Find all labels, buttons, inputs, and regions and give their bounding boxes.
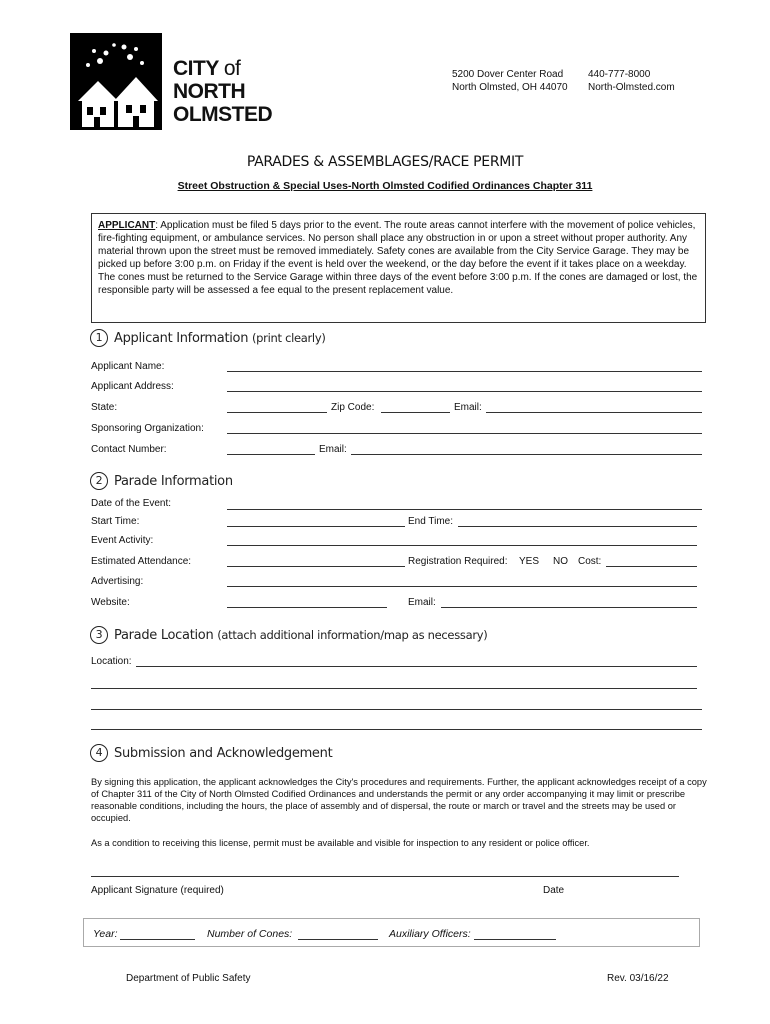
auxiliary-officers-field[interactable] bbox=[474, 939, 556, 940]
email-field[interactable] bbox=[486, 412, 702, 413]
section-parade-location bbox=[90, 626, 487, 644]
section-heading: Submission and Acknowledgement bbox=[114, 746, 333, 761]
logo-of: of bbox=[223, 57, 241, 80]
location-field-line-1[interactable] bbox=[136, 666, 697, 667]
department-footer: Department of Public Safety bbox=[126, 973, 251, 984]
location-field-line-2[interactable] bbox=[91, 688, 697, 689]
event-date-field[interactable] bbox=[227, 509, 702, 510]
event-date-label: Date of the Event: bbox=[91, 498, 172, 509]
address-line-2: North Olmsted, OH 44070 bbox=[452, 82, 568, 93]
phone-number: 440-777-8000 bbox=[588, 69, 651, 80]
section-number: 3 bbox=[90, 626, 108, 644]
auxiliary-officers-label: Auxiliary Officers: bbox=[389, 928, 471, 940]
estimated-attendance-label: Estimated Attendance: bbox=[91, 556, 192, 567]
email-label: Email: bbox=[454, 402, 482, 413]
zip-code-field[interactable] bbox=[381, 412, 450, 413]
acknowledgement-paragraph: By signing this application, the applicant acknowledges the City's procedures and requirements. Further, the applicant acknowledges receipt of a copy of Chapter 311 of the City of North Olmsted Codified Ordinances and understands the permit or any order accompanying it may limit or prescribe reasonable conditions, including the hours, the place of assembly and of dispersal, the route or march or travel and the streets may be used or occupied. bbox=[91, 777, 707, 823]
cones-label: Number of Cones: bbox=[207, 928, 293, 940]
registration-no-option[interactable]: NO bbox=[553, 556, 568, 567]
parade-email-field[interactable] bbox=[441, 607, 697, 608]
section-note: (attach additional information/map as necessary) bbox=[217, 628, 488, 642]
section-heading: Parade Information bbox=[114, 474, 233, 489]
start-time-label: Start Time: bbox=[91, 516, 140, 527]
city-name-logo bbox=[173, 57, 272, 126]
section-parade-information bbox=[90, 472, 233, 490]
section-applicant-information bbox=[90, 329, 326, 347]
location-field-line-3[interactable] bbox=[91, 709, 702, 710]
form-subtitle: Street Obstruction & Special Uses-North Olmsted Codified Ordinances Chapter 311 bbox=[177, 180, 593, 192]
contact-email-field[interactable] bbox=[351, 454, 702, 455]
estimated-attendance-field[interactable] bbox=[227, 566, 405, 567]
signature-field[interactable] bbox=[91, 876, 679, 877]
contact-number-field[interactable] bbox=[227, 454, 315, 455]
applicant-address-field[interactable] bbox=[227, 391, 702, 392]
end-time-label: End Time: bbox=[408, 516, 454, 527]
houses-trees-icon bbox=[70, 33, 162, 130]
state-label: State: bbox=[91, 402, 118, 413]
contact-email-label: Email: bbox=[319, 444, 347, 455]
parade-email-label: Email: bbox=[408, 597, 436, 608]
section-heading: Applicant Information bbox=[114, 331, 249, 346]
signature-label: Applicant Signature (required) bbox=[91, 885, 224, 896]
zip-code-label: Zip Code: bbox=[331, 402, 375, 413]
revision-footer: Rev. 03/16/22 bbox=[607, 973, 669, 984]
cost-field[interactable] bbox=[606, 566, 697, 567]
notice-body: : Application must be filed 5 days prior to the event. The route areas cannot interfere with the movement of police vehicles, fire-fighting equipment, or ambulance services. No person shall place any obstruction in or upon a street without proper authority. Any material thrown upon the street must be removed immediately. Safety cones are available from the City Service Garage. They may be picked up before 3:00 p.m. on Friday if the event is held over the weekend, or the day before the event if it takes place on a weekday. The cones must be returned to the Service Garage within three days of the event before 3:00 p.m. If the cones are damaged or lost, the responsible party will be assessed a fee equal to the present replacement value. bbox=[98, 220, 698, 297]
applicant-notice bbox=[91, 213, 706, 323]
website-field[interactable] bbox=[227, 607, 387, 608]
location-field-line-4[interactable] bbox=[91, 729, 702, 730]
license-condition-paragraph: As a condition to receiving this license, permit must be available and visible for inspection to any resident or police officer. bbox=[91, 838, 590, 848]
applicant-name-label: Applicant Name: bbox=[91, 361, 165, 372]
end-time-field[interactable] bbox=[458, 526, 697, 527]
event-activity-field[interactable] bbox=[227, 545, 697, 546]
section-submission-acknowledgement bbox=[90, 744, 332, 762]
website-label: Website: bbox=[91, 597, 130, 608]
sponsoring-organization-label: Sponsoring Organization: bbox=[91, 423, 204, 434]
advertising-field[interactable] bbox=[227, 586, 697, 587]
section-number: 2 bbox=[90, 472, 108, 490]
section-note: (print clearly) bbox=[252, 331, 326, 345]
city-logo bbox=[70, 33, 162, 130]
location-label: Location: bbox=[91, 656, 132, 667]
form-title: PARADES & ASSEMBLAGES/RACE PERMIT bbox=[246, 154, 524, 170]
logo-olmsted: OLMSTED bbox=[173, 103, 273, 126]
website-link[interactable]: North-Olmsted.com bbox=[588, 82, 675, 93]
notice-lead: APPLICANT bbox=[98, 220, 156, 231]
date-label: Date bbox=[543, 885, 565, 896]
year-field[interactable] bbox=[120, 939, 195, 940]
registration-required-label: Registration Required: bbox=[408, 556, 508, 567]
section-heading: Parade Location bbox=[114, 628, 214, 643]
cones-field[interactable] bbox=[298, 939, 378, 940]
advertising-label: Advertising: bbox=[91, 576, 144, 587]
registration-yes-option[interactable]: YES bbox=[519, 556, 540, 567]
address-line-1: 5200 Dover Center Road bbox=[452, 69, 564, 80]
city-address bbox=[452, 68, 568, 94]
applicant-address-label: Applicant Address: bbox=[91, 381, 174, 392]
city-contact bbox=[588, 68, 675, 94]
start-time-field[interactable] bbox=[227, 526, 405, 527]
logo-city: CITY bbox=[173, 57, 219, 80]
state-field[interactable] bbox=[227, 412, 327, 413]
section-number: 1 bbox=[90, 329, 108, 347]
cost-label: Cost: bbox=[578, 556, 602, 567]
applicant-name-field[interactable] bbox=[227, 371, 702, 372]
contact-number-label: Contact Number: bbox=[91, 444, 167, 455]
event-activity-label: Event Activity: bbox=[91, 535, 154, 546]
sponsoring-organization-field[interactable] bbox=[227, 433, 702, 434]
logo-north: NORTH bbox=[173, 80, 246, 103]
section-number: 4 bbox=[90, 744, 108, 762]
year-label: Year: bbox=[93, 928, 118, 940]
